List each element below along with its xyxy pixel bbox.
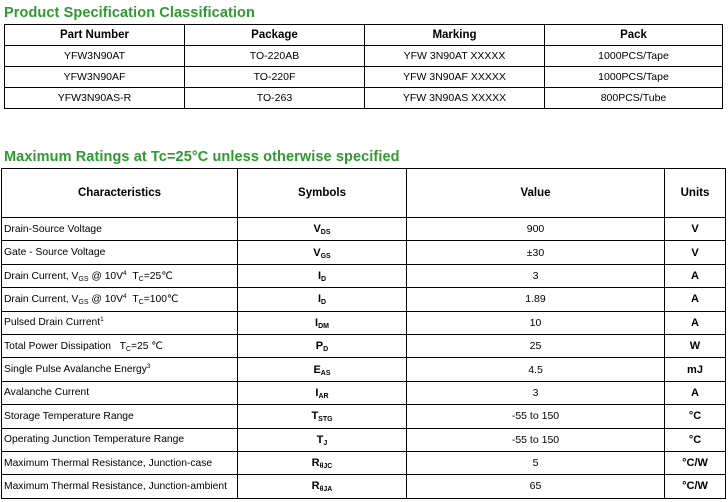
unit-cell: °C/W	[665, 451, 726, 474]
symbol-cell: $I_{DM}$	[238, 311, 407, 334]
pack-cell: 1000PCS/Tape	[545, 67, 723, 88]
value-cell: 3	[407, 264, 665, 287]
header-package: Package	[185, 25, 365, 46]
classification-table	[4, 24, 723, 109]
value-cell: 900	[407, 218, 665, 241]
value-cell: -55 to 150	[407, 428, 665, 451]
symbol-cell: $P_D$	[238, 334, 407, 357]
header-characteristics: Characteristics	[2, 169, 238, 218]
header-pack: Pack	[545, 25, 723, 46]
marking-cell: YFW 3N90AT XXXXX	[365, 46, 545, 67]
value-cell: 65	[407, 475, 665, 498]
table-row	[2, 475, 726, 498]
value-cell: 3	[407, 381, 665, 404]
characteristic-cell: Drain-Source Voltage	[2, 218, 238, 241]
characteristic-cell: Maximum Thermal Resistance, Junction-ambient	[2, 475, 238, 498]
unit-cell: A	[665, 288, 726, 311]
characteristic-cell: Maximum Thermal Resistance, Junction-case	[2, 451, 238, 474]
value-cell: 10	[407, 311, 665, 334]
symbol-cell: $R_{\theta JC}$	[238, 451, 407, 474]
characteristic-cell: Total Power Dissipation $T_C=25$ ℃	[2, 334, 238, 357]
table-row	[2, 334, 726, 357]
table-header-row	[2, 169, 726, 218]
characteristic-cell: Single Pulse Avalanche Energy$^3$	[2, 358, 238, 381]
header-units: Units	[665, 169, 726, 218]
header-value: Value	[407, 169, 665, 218]
unit-cell: mJ	[665, 358, 726, 381]
unit-cell: A	[665, 311, 726, 334]
header-symbols: Symbols	[238, 169, 407, 218]
table-row	[5, 46, 723, 67]
value-cell: -55 to 150	[407, 405, 665, 428]
characteristic-cell: Gate - Source Voltage	[2, 241, 238, 264]
table-row	[2, 264, 726, 287]
characteristic-cell: Storage Temperature Range	[2, 405, 238, 428]
table-header-row	[5, 25, 723, 46]
ratings-title: Maximum Ratings at Tc=25°C unless otherwise specified	[4, 149, 400, 165]
symbol-cell: $T_J$	[238, 428, 407, 451]
value-cell: 5	[407, 451, 665, 474]
pack-cell: 800PCS/Tube	[545, 88, 723, 109]
symbol-cell: $T_{STG}$	[238, 405, 407, 428]
symbol-cell: $I_{AR}$	[238, 381, 407, 404]
value-cell: 25	[407, 334, 665, 357]
characteristic-cell: Avalanche Current	[2, 381, 238, 404]
table-row	[2, 218, 726, 241]
characteristic-cell: Drain Current, $V_{GS}$ @ $10V^4$ $T_C=25℃$	[2, 264, 238, 287]
symbol-cell: $I_D$	[238, 264, 407, 287]
part-number-cell: YFW3N90AT	[5, 46, 185, 67]
table-row	[5, 88, 723, 109]
symbol-cell: $V_{DS}$	[238, 218, 407, 241]
header-part-number: Part Number	[5, 25, 185, 46]
package-cell: TO-220F	[185, 67, 365, 88]
ratings-table	[1, 168, 726, 499]
unit-cell: W	[665, 334, 726, 357]
table-row	[2, 428, 726, 451]
classification-title: Product Specification Classification	[4, 5, 255, 21]
header-marking: Marking	[365, 25, 545, 46]
symbol-cell: $V_{GS}$	[238, 241, 407, 264]
table-row	[2, 288, 726, 311]
table-row	[5, 67, 723, 88]
part-number-cell: YFW3N90AS-R	[5, 88, 185, 109]
symbol-cell: $R_{\theta JA}$	[238, 475, 407, 498]
characteristic-cell: Pulsed Drain Current$^1$	[2, 311, 238, 334]
table-row	[2, 405, 726, 428]
table-row	[2, 381, 726, 404]
unit-cell: A	[665, 381, 726, 404]
marking-cell: YFW 3N90AS XXXXX	[365, 88, 545, 109]
characteristic-cell: Operating Junction Temperature Range	[2, 428, 238, 451]
symbol-cell: $I_D$	[238, 288, 407, 311]
table-row	[2, 358, 726, 381]
unit-cell: °C	[665, 405, 726, 428]
table-row	[2, 311, 726, 334]
symbol-cell: $E_{AS}$	[238, 358, 407, 381]
unit-cell: °C/W	[665, 475, 726, 498]
pack-cell: 1000PCS/Tape	[545, 46, 723, 67]
part-number-cell: YFW3N90AF	[5, 67, 185, 88]
table-row	[2, 451, 726, 474]
unit-cell: A	[665, 264, 726, 287]
unit-cell: V	[665, 241, 726, 264]
table-row	[2, 241, 726, 264]
package-cell: TO-263	[185, 88, 365, 109]
value-cell: 4.5	[407, 358, 665, 381]
marking-cell: YFW 3N90AF XXXXX	[365, 67, 545, 88]
value-cell: 1.89	[407, 288, 665, 311]
value-cell: ±30	[407, 241, 665, 264]
unit-cell: °C	[665, 428, 726, 451]
package-cell: TO-220AB	[185, 46, 365, 67]
characteristic-cell: Drain Current, $V_{GS}$ @ $10V^4$ $T_C=100℃$	[2, 288, 238, 311]
unit-cell: V	[665, 218, 726, 241]
